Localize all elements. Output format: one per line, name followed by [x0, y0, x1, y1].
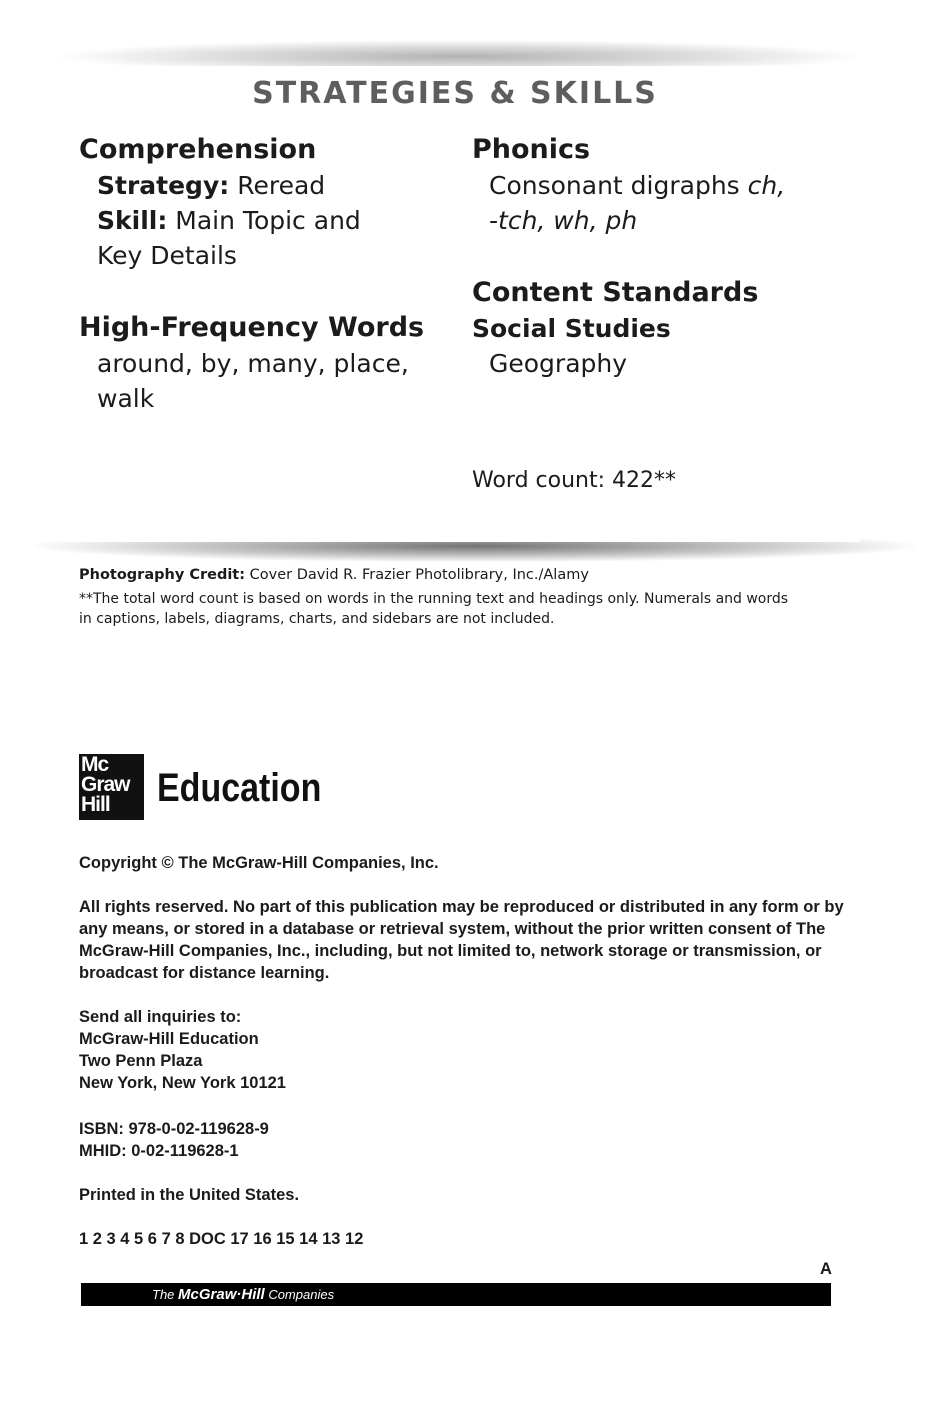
- strategy-value: Reread: [237, 171, 326, 200]
- copyright-line: Copyright © The McGraw-Hill Companies, Inc.: [79, 854, 439, 872]
- skill-label: Skill:: [97, 206, 168, 235]
- logo-text-mc: Mc: [81, 753, 109, 776]
- word-count: Word count: 422**: [472, 468, 677, 493]
- edition-letter: A: [820, 1260, 832, 1278]
- address-line: McGraw-Hill Education: [79, 1030, 259, 1048]
- content-topic: Geography: [489, 349, 628, 378]
- word-count-note-line2: in captions, labels, diagrams, charts, and sidebars are not included.: [79, 611, 555, 627]
- skill-line: [97, 206, 361, 235]
- photo-credit-value: Cover David R. Frazier Photolibrary, Inc./Alamy: [249, 567, 589, 583]
- content-standards-heading: Content Standards: [472, 277, 759, 308]
- address-line: Send all inquiries to:: [79, 1008, 242, 1026]
- strategy-label: Strategy:: [97, 171, 230, 200]
- rights-line: any means, or stored in a database or retrieval system, without the prior written consent of The: [79, 920, 826, 938]
- printing-line: 1 2 3 4 5 6 7 8 DOC 17 16 15 14 13 12: [79, 1230, 364, 1248]
- photo-credit-label: Photography Credit:: [79, 567, 246, 583]
- rights-paragraph: [79, 896, 844, 984]
- word-count-note: [79, 589, 869, 629]
- footer-companies: Companies: [264, 1287, 335, 1302]
- isbn: ISBN: 978-0-02-119628-9: [79, 1120, 269, 1138]
- mhid: MHID: 0-02-119628-1: [79, 1142, 239, 1160]
- footer-bar: [81, 1283, 831, 1306]
- comprehension-heading: Comprehension: [79, 134, 317, 165]
- rights-line: All rights reserved. No part of this publication may be reproduced or distributed in any form or by: [79, 898, 844, 916]
- identifiers: [79, 1118, 269, 1162]
- footer-the: The: [152, 1287, 179, 1302]
- footer-mcgraw-hill: McGraw·Hill: [178, 1286, 265, 1303]
- high-frequency-words-line2: walk: [97, 384, 155, 413]
- skill-value: Main Topic and: [175, 206, 361, 235]
- logo-text-graw: Graw: [81, 773, 130, 796]
- address-line: Two Penn Plaza: [79, 1052, 203, 1070]
- phonics-line1: [489, 171, 785, 200]
- high-frequency-heading: High-Frequency Words: [79, 312, 425, 343]
- phonics-heading: Phonics: [472, 134, 591, 165]
- phonics-digraph: ch,: [747, 171, 786, 200]
- phonics-text: Consonant digraphs: [489, 171, 748, 200]
- footer-brand: [152, 1286, 334, 1303]
- inquiries-address: [79, 1006, 286, 1094]
- strategy-line: [97, 171, 325, 200]
- address-line: New York, New York 10121: [79, 1074, 286, 1092]
- content-subject: Social Studies: [472, 314, 671, 343]
- phonics-line2: -tch, wh, ph: [489, 206, 638, 235]
- skill-value-continued: Key Details: [97, 241, 237, 270]
- strategies-title: STRATEGIES & SKILLS: [252, 76, 658, 111]
- mcgraw-hill-logo: [79, 754, 144, 820]
- word-count-note-line1: **The total word count is based on words in the running text and headings only. Numerals and words: [79, 591, 789, 607]
- logo-education-word: Education: [157, 766, 322, 810]
- printed-in: Printed in the United States.: [79, 1186, 300, 1204]
- photo-credit: [79, 565, 589, 585]
- high-frequency-words-line1: around, by, many, place,: [97, 349, 409, 378]
- logo-text-hill: Hill: [81, 793, 110, 816]
- rights-line: broadcast for distance learning.: [79, 964, 330, 982]
- rights-line: McGraw-Hill Companies, Inc., including, but not limited to, network storage or transmission, or: [79, 942, 822, 960]
